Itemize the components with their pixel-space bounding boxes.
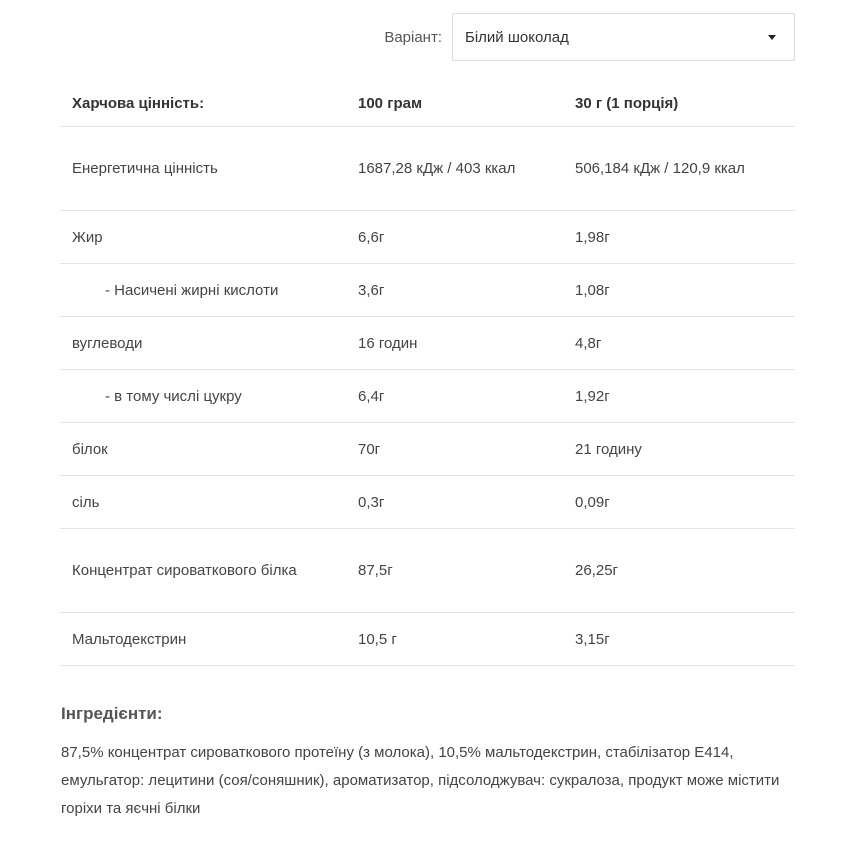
- row-per100: 10,5 г: [346, 613, 563, 666]
- variant-label: Варіант:: [384, 28, 442, 46]
- row-per100: 1687,28 кДж / 403 ккал: [346, 127, 563, 211]
- row-per-serving: 26,25г: [563, 529, 795, 613]
- row-name: - Насичені жирні кислоти: [60, 264, 346, 317]
- row-per100: 0,3г: [346, 476, 563, 529]
- header-per-100g: 100 грам: [346, 80, 563, 127]
- table-row: [60, 529, 795, 613]
- row-name: Мальтодекстрин: [60, 613, 346, 666]
- table-header-row: [60, 80, 795, 127]
- nutrition-table: [60, 80, 795, 666]
- table-row: [60, 211, 795, 264]
- row-name: Жир: [60, 211, 346, 264]
- row-per-serving: 4,8г: [563, 317, 795, 370]
- header-per-serving: 30 г (1 порція): [563, 80, 795, 127]
- table-row: [60, 476, 795, 529]
- table-row: [60, 613, 795, 666]
- table-row: [60, 264, 795, 317]
- row-per-serving: 0,09г: [563, 476, 795, 529]
- row-name: - в тому числі цукру: [60, 370, 346, 423]
- variant-select-value: Білий шоколад: [465, 28, 569, 46]
- header-nutrition-value: Харчова цінність:: [60, 80, 346, 127]
- row-per100: 16 годин: [346, 317, 563, 370]
- row-per100: 87,5г: [346, 529, 563, 613]
- row-per-serving: 506,184 кДж / 120,9 ккал: [563, 127, 795, 211]
- table-row: [60, 317, 795, 370]
- table-row: [60, 423, 795, 476]
- row-per-serving: 1,92г: [563, 370, 795, 423]
- row-per100: 70г: [346, 423, 563, 476]
- row-name: Концентрат сироваткового білка: [60, 529, 346, 613]
- caret-down-icon: [768, 35, 776, 40]
- row-per100: 6,4г: [346, 370, 563, 423]
- table-row: [60, 370, 795, 423]
- row-per-serving: 1,98г: [563, 211, 795, 264]
- variant-select[interactable]: [452, 13, 795, 61]
- ingredients-text: 87,5% концентрат сироваткового протеїну (з молока), 10,5% мальтодекстрин, стабілізатор Е414, емульгатор: лецитини (соя/соняшник), ароматизатор, підсолоджувач: сукралоза, продукт може містити горіхи та яєчні білки: [61, 744, 780, 817]
- row-per100: 6,6г: [346, 211, 563, 264]
- row-name: сіль: [60, 476, 346, 529]
- table-row: [60, 127, 795, 211]
- row-per-serving: 1,08г: [563, 264, 795, 317]
- row-per-serving: 21 годину: [563, 423, 795, 476]
- row-name: вуглеводи: [60, 317, 346, 370]
- row-per100: 3,6г: [346, 264, 563, 317]
- variant-selector-row: [0, 12, 795, 62]
- ingredients-title: Інгредієнти:: [61, 704, 163, 723]
- row-name: білок: [60, 423, 346, 476]
- row-per-serving: 3,15г: [563, 613, 795, 666]
- row-name: Енергетична цінність: [60, 127, 346, 211]
